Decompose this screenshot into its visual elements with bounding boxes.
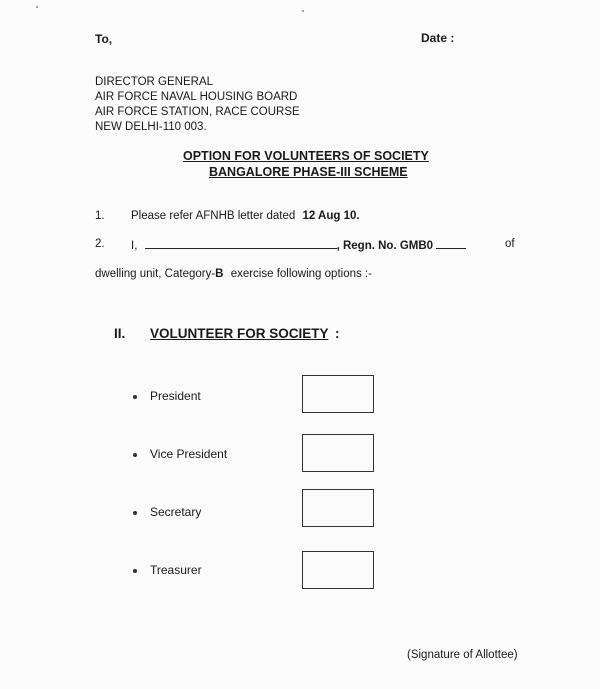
bullet-icon [133, 395, 137, 399]
section-heading-text: VOLUNTEER FOR SOCIETY [150, 326, 329, 341]
item2-text [131, 238, 466, 252]
secretary-checkbox[interactable] [302, 489, 374, 527]
item2-suffix: of [505, 238, 515, 250]
item1-text [131, 210, 360, 222]
address-line: AIR FORCE NAVAL HOUSING BOARD [95, 91, 298, 103]
section-colon: : [335, 326, 340, 341]
exercise-text: exercise following options :- [230, 268, 372, 280]
to-label: To, [95, 32, 113, 46]
scan-speck [36, 6, 38, 8]
item2-line2 [95, 268, 372, 280]
item1-reference-text: Please refer AFNHB letter dated [131, 210, 296, 222]
vice-president-checkbox[interactable] [302, 434, 374, 472]
dwelling-text: dwelling unit, Category- [95, 268, 216, 280]
section-heading [150, 326, 340, 341]
address-line: AIR FORCE STATION, RACE COURSE [95, 106, 300, 118]
bullet-icon [133, 453, 137, 457]
item-number: 1. [95, 210, 105, 222]
address-line: DIRECTOR GENERAL [95, 76, 214, 88]
document-subtitle: BANGALORE PHASE-III SCHEME [209, 165, 408, 179]
president-checkbox[interactable] [302, 375, 374, 413]
category-value: B [215, 268, 224, 280]
bullet-icon [133, 511, 137, 515]
regn-number-blank[interactable] [436, 238, 466, 249]
address-line: NEW DELHI-110 003. [95, 121, 207, 133]
item-number: 2. [95, 238, 105, 250]
document-title: OPTION FOR VOLUNTEERS OF SOCIETY [183, 149, 429, 163]
date-label: Date : [421, 31, 455, 45]
bullet-icon [133, 569, 137, 573]
option-label: Treasurer [150, 563, 202, 577]
option-label: Secretary [150, 505, 202, 519]
regn-label: , Regn. No. GMB0 [336, 240, 434, 252]
section-numeral: II. [114, 326, 126, 341]
signature-label: (Signature of Allottee) [407, 649, 518, 661]
name-blank[interactable] [145, 238, 337, 249]
scan-speck [302, 10, 304, 12]
treasurer-checkbox[interactable] [302, 551, 374, 589]
item2-prefix: I, [131, 240, 138, 252]
item1-letter-date: 12 Aug 10. [302, 210, 360, 222]
option-label: President [150, 389, 201, 403]
option-label: Vice President [150, 447, 228, 461]
